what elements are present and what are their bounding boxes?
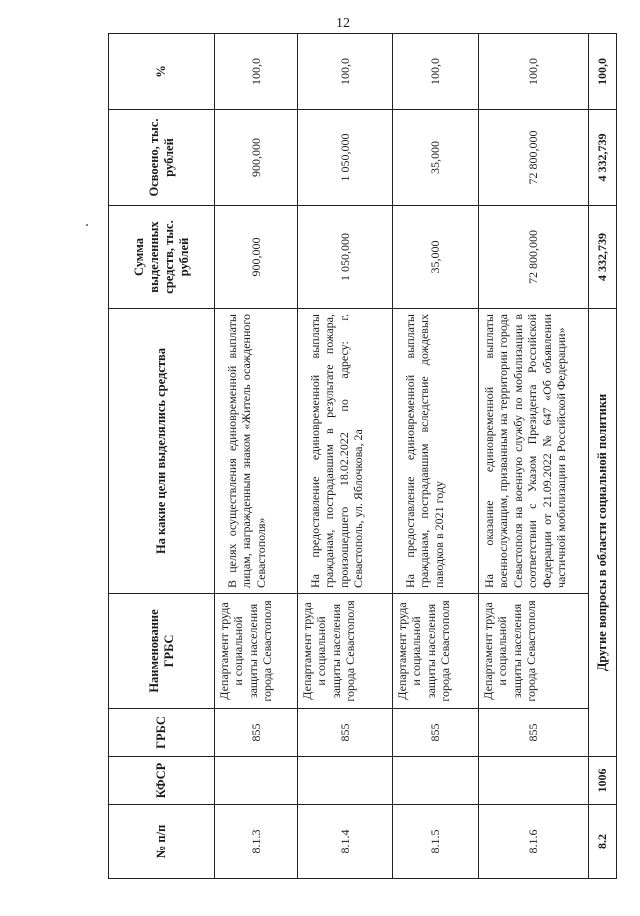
row-grbs: 855 — [393, 709, 479, 757]
row-spent: 900,000 — [215, 110, 298, 206]
total-num: 8.2 — [589, 805, 617, 879]
row-percent: 100,0 — [479, 34, 589, 110]
row-percent: 100,0 — [298, 34, 393, 110]
row-allocated: 35,000 — [393, 206, 479, 309]
social-policy-table — [108, 33, 617, 879]
row-kfsr — [298, 757, 393, 805]
header-percent: % — [109, 34, 215, 110]
scan-speck — [86, 224, 88, 226]
page-number: 12 — [336, 16, 350, 31]
header-spent: Освоено, тыс. рублей — [109, 110, 215, 206]
row-purpose: На предоставление единовременной выплаты гражданам, пострадавшим в результате пожара, произошедшего 18.02.2022 по адресу: г. Севастополь, ул. Яблочкова, 2а — [298, 309, 393, 594]
row-grbs-name: Департамент труда и социальной защиты населения города Севастополя — [298, 594, 393, 709]
header-row — [109, 34, 215, 879]
row-grbs: 855 — [298, 709, 393, 757]
header-allocated: Сумма выделенных средств, тыс. рублей — [109, 206, 215, 309]
row-purpose: В целях осуществления единовременной выплаты лицам, награжденным знаком «Житель осажденного Севастополя» — [215, 309, 298, 594]
total-kfsr: 1006 — [589, 757, 617, 805]
total-percent: 100,0 — [589, 34, 617, 110]
header-purpose: На какие цели выделялись средства — [109, 309, 215, 594]
row-num: 8.1.6 — [479, 805, 589, 879]
table-row — [298, 34, 393, 879]
row-purpose: На оказание единовременной выплаты военнослужащим, призванным на территории города Севастополя на военную службу по мобилизации в соответствии с Указом Президента Российской Федерации от 21.09.2022 № 647 «Об объявлении частичной мобилизации в Российской Федерации» — [479, 309, 589, 594]
table-row — [215, 34, 298, 879]
row-spent: 35,000 — [393, 110, 479, 206]
row-percent: 100,0 — [393, 34, 479, 110]
header-grbs-name: Наименование ГРБС — [109, 594, 215, 709]
row-grbs: 855 — [479, 709, 589, 757]
row-purpose: На предоставление единовременной выплаты гражданам, пострадавшим вследствие дождевых паводков в 2021 году — [393, 309, 479, 594]
table-row — [393, 34, 479, 879]
row-grbs-name: Департамент труда и социальной защиты населения города Севастополя — [479, 594, 589, 709]
row-grbs: 855 — [215, 709, 298, 757]
total-label: Другие вопросы в области социальной политики — [589, 309, 617, 757]
header-grbs: ГРБС — [109, 709, 215, 757]
row-kfsr — [479, 757, 589, 805]
total-spent: 4 332,739 — [589, 110, 617, 206]
row-allocated: 72 800,000 — [479, 206, 589, 309]
header-kfsr: КФСР — [109, 757, 215, 805]
row-num: 8.1.4 — [298, 805, 393, 879]
row-spent: 1 050,000 — [298, 110, 393, 206]
row-allocated: 900,000 — [215, 206, 298, 309]
total-row — [589, 34, 617, 879]
total-allocated: 4 332,739 — [589, 206, 617, 309]
row-percent: 100,0 — [215, 34, 298, 110]
row-grbs-name: Департамент труда и социальной защиты населения города Севастополя — [393, 594, 479, 709]
header-num: № п/п — [109, 805, 215, 879]
row-num: 8.1.3 — [215, 805, 298, 879]
row-spent: 72 800,000 — [479, 110, 589, 206]
table-row — [479, 34, 589, 879]
row-allocated: 1 050,000 — [298, 206, 393, 309]
row-kfsr — [215, 757, 298, 805]
row-num: 8.1.5 — [393, 805, 479, 879]
rotated-table-container — [108, 34, 610, 879]
row-grbs-name: Департамент труда и социальной защиты населения города Севастополя — [215, 594, 298, 709]
row-kfsr — [393, 757, 479, 805]
